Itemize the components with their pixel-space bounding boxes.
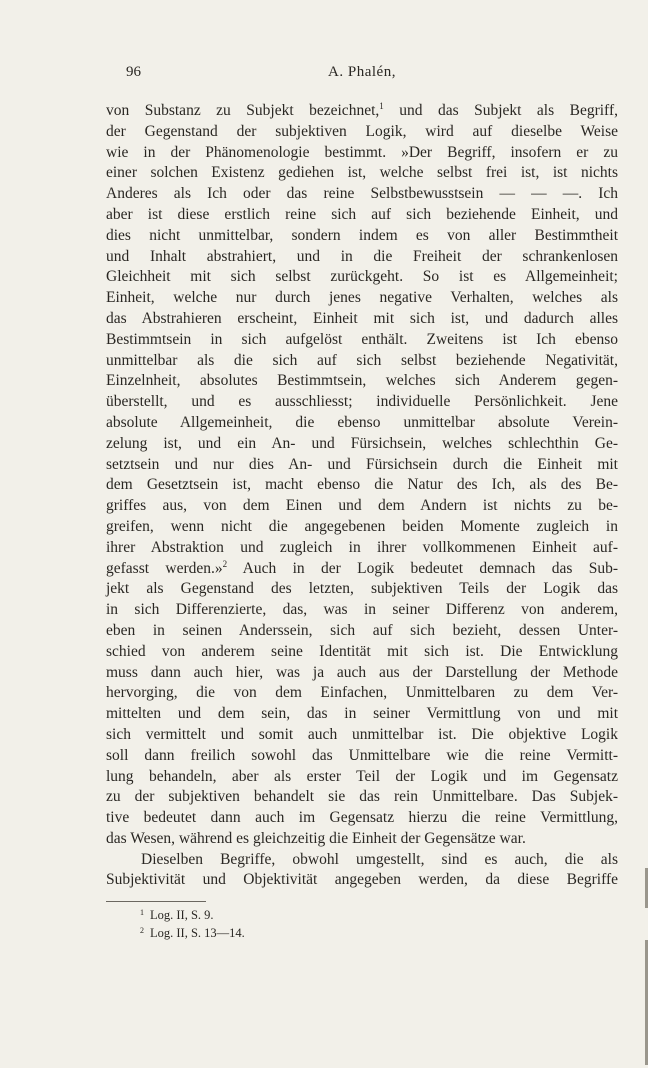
text-line: das Abstrahieren erscheint, Einheit mit sich ist, und dadurch alles	[106, 309, 618, 327]
text-line: ihrer Abstraktion und zugleich in ihrer vollkommenen Einheit auf-	[106, 538, 618, 556]
text-line: Gleichheit mit sich selbst zurückgeht. So ist es Allgemeinheit;	[106, 268, 618, 286]
text-line: der Gegenstand der subjektiven Logik, wird auf dieselbe Weise	[106, 122, 618, 140]
text-line: eben in seinen Anderssein, sich auf sich bezieht, dessen Unter-	[106, 621, 618, 639]
text-line: tive bedeutet dann auch im Gegensatz hierzu die reine Vermittlung,	[106, 809, 618, 827]
footnote	[140, 925, 245, 941]
text-line: zu der subjektiven behandelt sie das rein Unmittelbare. Das Subjek-	[106, 788, 618, 806]
text-line: wie in der Phänomenologie bestimmt. »Der Begriff, insofern er zu	[106, 143, 618, 161]
text-line: von Substanz zu Subjekt bezeichnet,$^1$ und das Subjekt als Begriff,	[106, 101, 618, 119]
text-line: griffes aus, von dem Einen und dem Andern ist nichts zu be-	[106, 497, 618, 515]
body-text	[106, 101, 618, 891]
text-line: Bestimmtsein in sich aufgelöst enthält. Zweitens ist Ich ebenso	[106, 330, 618, 348]
text-line: hervorging, die von dem Einfachen, Unmittelbaren zu dem Ver-	[106, 684, 618, 702]
text-line: soll dann freilich sowohl das Unmittelbare wie die reine Vermitt-	[106, 746, 618, 764]
text-line: zelung ist, und ein An- und Fürsichsein, welches schlechthin Ge-	[106, 434, 618, 452]
text-line: gefasst werden.»$^2$ Auch in der Logik bedeutet demnach das Sub-	[106, 558, 618, 577]
text-line: Einheit, welche nur durch jenes negative Verhalten, welches als	[106, 289, 618, 307]
text-line: Subjektivität und Objektivität angegeben werden, da diese Begriffe	[106, 871, 618, 889]
text-line: lung behandeln, aber als erster Teil der Logik und im Gegensatz	[106, 767, 618, 785]
text-line: Einzelnheit, absolutes Bestimmtsein, welches sich Anderem gegen-	[106, 372, 618, 390]
text-line: dies nicht unmittelbar, sondern indem es von aller Bestimmtheit	[106, 226, 618, 244]
text-line: überstellt, und es ausschliesst; individuelle Persönlichkeit. Jene	[106, 393, 618, 411]
footnote-rule	[106, 901, 206, 902]
footnote-mark: 1	[140, 908, 144, 917]
text-line: in sich Differenzierte, das, was in seiner Differenz von anderem,	[106, 601, 618, 619]
text-line: unmittelbar als die sich auf sich selbst beziehende Negativität,	[106, 351, 618, 369]
page-number: 96	[126, 64, 141, 80]
text-line: Dieselben Begriffe, obwohl umgestellt, sind es auch, die als	[141, 850, 618, 868]
text-line: sich vermittelt und somit auch unmittelbar ist. Die objektive Logik	[106, 725, 618, 743]
text-line: jekt als Gegenstand des letzten, subjektiven Teils der Logik das	[106, 580, 618, 598]
text-line: dem Gesetztsein ist, macht ebenso die Natur des Ich, als des Be-	[106, 476, 618, 494]
footnote-text: Log. II, S. 9.	[150, 908, 214, 922]
footnote-ref: 1	[379, 101, 384, 111]
text-line: und Inhalt abstrahiert, und in die Freiheit der schrankenlosen	[106, 247, 618, 265]
running-title: A. Phalén,	[328, 64, 396, 80]
footnote-ref: 2	[222, 558, 228, 569]
footnote-text: Log. II, S. 13—14.	[150, 926, 245, 940]
text-line: mittelten und dem sein, das in seiner Vermittlung von und mit	[106, 705, 618, 723]
footnote-mark: 2	[140, 926, 144, 935]
text-line: Anderes als Ich oder das reine Selbstbewusstsein — — —. Ich	[106, 185, 618, 203]
text-line: absolute Allgemeinheit, die ebenso unmittelbar absolute Verein-	[106, 413, 618, 431]
text-line: greifen, wenn nicht die angegebenen beiden Momente zugleich in	[106, 517, 618, 535]
running-header	[106, 64, 618, 84]
text-line: setztsein und nur dies An- und Fürsichsein durch die Einheit mit	[106, 455, 618, 473]
text-line: das Wesen, während es gleichzeitig die Einheit der Gegensätze war.	[106, 829, 526, 847]
text-line: schied von anderem seine Identität mit sich ist. Die Entwicklung	[106, 642, 618, 660]
text-line: muss dann auch hier, was ja auch aus der Darstellung der Methode	[106, 663, 618, 681]
text-line: aber ist diese erstlich reine sich auf sich beziehende Einheit, und	[106, 205, 618, 223]
footnote	[140, 907, 214, 923]
text-line: einer solchen Existenz gediehen ist, welche selbst frei ist, ist nichts	[106, 164, 618, 182]
